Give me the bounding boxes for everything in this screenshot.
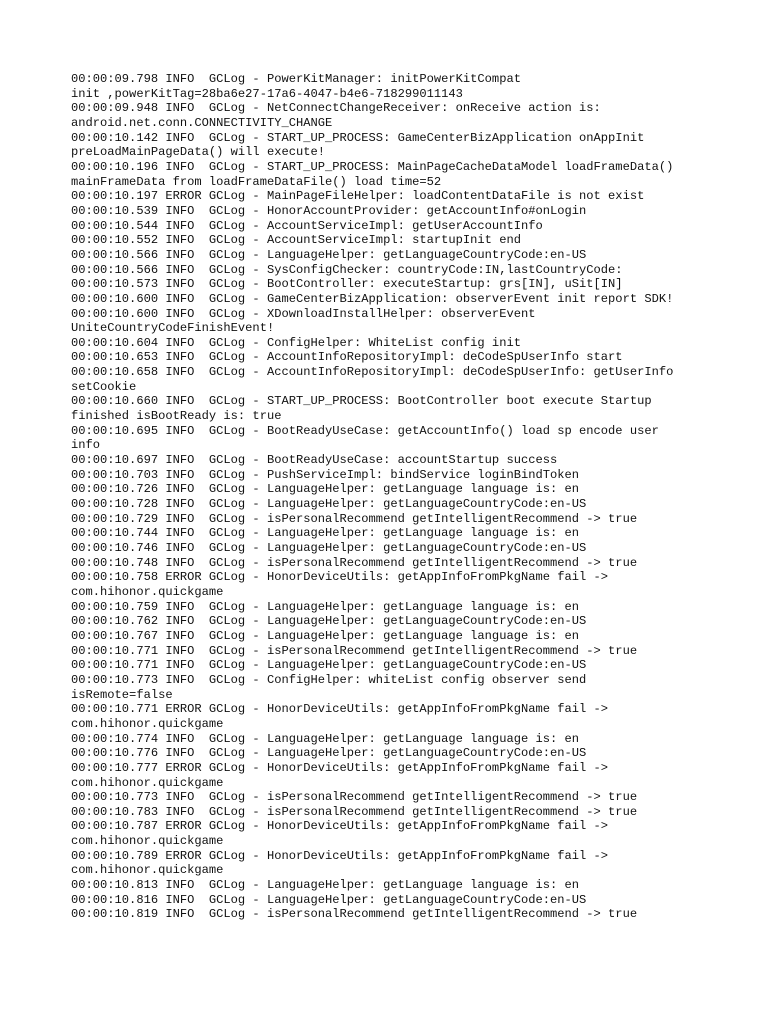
log-line: 00:00:10.729 INFO GCLog - isPersonalRecommend getIntelligentRecommend -> true [71,511,638,526]
log-line: 00:00:10.758 ERROR GCLog - HonorDeviceUtils: getAppInfoFromPkgName fail -> [71,570,609,585]
log-line: 00:00:10.573 INFO GCLog - BootController: executeStartup: grs[IN], uSit[IN] [71,277,623,292]
log-line: 00:00:10.600 INFO GCLog - XDownloadInstallHelper: observerEvent [71,306,536,321]
log-line: 00:00:10.142 INFO GCLog - START_UP_PROCESS: GameCenterBizApplication onAppInit [71,130,645,145]
log-line: 00:00:10.759 INFO GCLog - LanguageHelper: getLanguage language is: en [71,599,580,614]
log-line: isRemote=false [71,687,173,702]
log-line: 00:00:10.746 INFO GCLog - LanguageHelper: getLanguageCountryCode:en-US [71,541,587,555]
log-line: 00:00:10.773 INFO GCLog - isPersonalRecommend getIntelligentRecommend -> true [71,790,638,805]
log-line: 00:00:10.774 INFO GCLog - LanguageHelper: getLanguage language is: en [71,731,580,746]
log-line: 00:00:10.787 ERROR GCLog - HonorDeviceUtils: getAppInfoFromPkgName fail -> [71,819,609,834]
log-line: 00:00:10.771 ERROR GCLog - HonorDeviceUtils: getAppInfoFromPkgName fail -> [71,702,609,717]
log-line: 00:00:10.695 INFO GCLog - BootReadyUseCase: getAccountInfo() load sp encode user [71,423,659,438]
log-line: 00:00:09.948 INFO GCLog - NetConnectChangeReceiver: onReceive action is: [71,101,601,116]
log-line: 00:00:10.658 INFO GCLog - AccountInfoRepositoryImpl: deCodeSpUserInfo: getUserInfo [71,365,674,380]
log-line: 00:00:10.566 INFO GCLog - SysConfigChecker: countryCode:IN,lastCountryCode: [71,262,623,277]
log-line: info [71,438,101,453]
log-line: setCookie [71,379,137,394]
log-line: init ,powerKitTag=28ba6e27-17a6-4047-b4e6-718299011143 [71,86,463,101]
log-line: 00:00:10.552 INFO GCLog - AccountServiceImpl: startupInit end [71,233,521,248]
log-line: com.hihonor.quickgame [71,775,224,790]
log-line: 00:00:10.789 ERROR GCLog - HonorDeviceUtils: getAppInfoFromPkgName fail -> [71,848,609,863]
log-line: android.net.conn.CONNECTIVITY_CHANGE [71,115,333,130]
log-line: mainFrameData from loadFrameDataFile() load time=52 [71,174,442,189]
log-line: 00:00:10.748 INFO GCLog - isPersonalRecommend getIntelligentRecommend -> true [71,555,638,570]
log-line: 00:00:10.660 INFO GCLog - START_UP_PROCESS: BootController boot execute Startup [71,394,652,409]
log-line: 00:00:10.728 INFO GCLog - LanguageHelper: getLanguageCountryCode:en-US [71,497,587,512]
log-line: 00:00:10.544 INFO GCLog - AccountServiceImpl: getUserAccountInfo [71,218,543,233]
log-line: 00:00:10.816 INFO GCLog - LanguageHelper: getLanguageCountryCode:en-US [71,892,587,907]
log-line: 00:00:10.744 INFO GCLog - LanguageHelper: getLanguage language is: en [71,526,580,541]
log-line: 00:00:10.762 INFO GCLog - LanguageHelper: getLanguageCountryCode:en-US [71,614,587,629]
log-line: preLoadMainPageData() will execute! [71,145,326,160]
log-line: 00:00:10.539 INFO GCLog - HonorAccountProvider: getAccountInfo#onLogin [71,203,587,218]
log-line: 00:00:10.726 INFO GCLog - LanguageHelper: getLanguage language is: en [71,482,580,497]
log-line: 00:00:10.783 INFO GCLog - isPersonalRecommend getIntelligentRecommend -> true [71,804,638,819]
log-line: 00:00:10.776 INFO GCLog - LanguageHelper: getLanguageCountryCode:en-US [71,746,587,761]
log-line: 00:00:10.819 INFO GCLog - isPersonalRecommend getIntelligentRecommend -> true [71,907,638,922]
log-line: com.hihonor.quickgame [71,863,224,878]
log-line: 00:00:10.604 INFO GCLog - ConfigHelper: WhiteList config init [71,335,521,350]
log-line: 00:00:10.771 INFO GCLog - isPersonalRecommend getIntelligentRecommend -> true [71,643,638,658]
log-line: 00:00:10.600 INFO GCLog - GameCenterBizApplication: observerEvent init report SDK! [71,291,674,306]
log-line: 00:00:10.697 INFO GCLog - BootReadyUseCase: accountStartup success [71,453,558,468]
log-text-block [71,72,761,922]
log-line: com.hihonor.quickgame [71,834,224,849]
log-line: 00:00:09.798 INFO GCLog - PowerKitManager: initPowerKitCompat [71,72,521,86]
log-line: 00:00:10.767 INFO GCLog - LanguageHelper: getLanguage language is: en [71,628,580,643]
log-line: 00:00:10.566 INFO GCLog - LanguageHelper: getLanguageCountryCode:en-US [71,247,587,262]
log-line: finished isBootReady is: true [71,409,282,424]
log-line: com.hihonor.quickgame [71,584,224,599]
log-line: 00:00:10.777 ERROR GCLog - HonorDeviceUtils: getAppInfoFromPkgName fail -> [71,760,609,775]
log-line: 00:00:10.197 ERROR GCLog - MainPageFileHelper: loadContentDataFile is not exist [71,189,645,204]
log-line: UniteCountryCodeFinishEvent! [71,321,275,336]
log-line: com.hihonor.quickgame [71,716,224,731]
log-line: 00:00:10.703 INFO GCLog - PushServiceImpl: bindService loginBindToken [71,467,580,482]
log-line: 00:00:10.196 INFO GCLog - START_UP_PROCESS: MainPageCacheDataModel loadFrameData() [71,159,674,174]
log-line: 00:00:10.771 INFO GCLog - LanguageHelper: getLanguageCountryCode:en-US [71,658,587,673]
log-line: 00:00:10.653 INFO GCLog - AccountInfoRepositoryImpl: deCodeSpUserInfo start [71,350,623,365]
log-line: 00:00:10.813 INFO GCLog - LanguageHelper: getLanguage language is: en [71,878,580,893]
log-line: 00:00:10.773 INFO GCLog - ConfigHelper: whiteList config observer send [71,672,587,687]
